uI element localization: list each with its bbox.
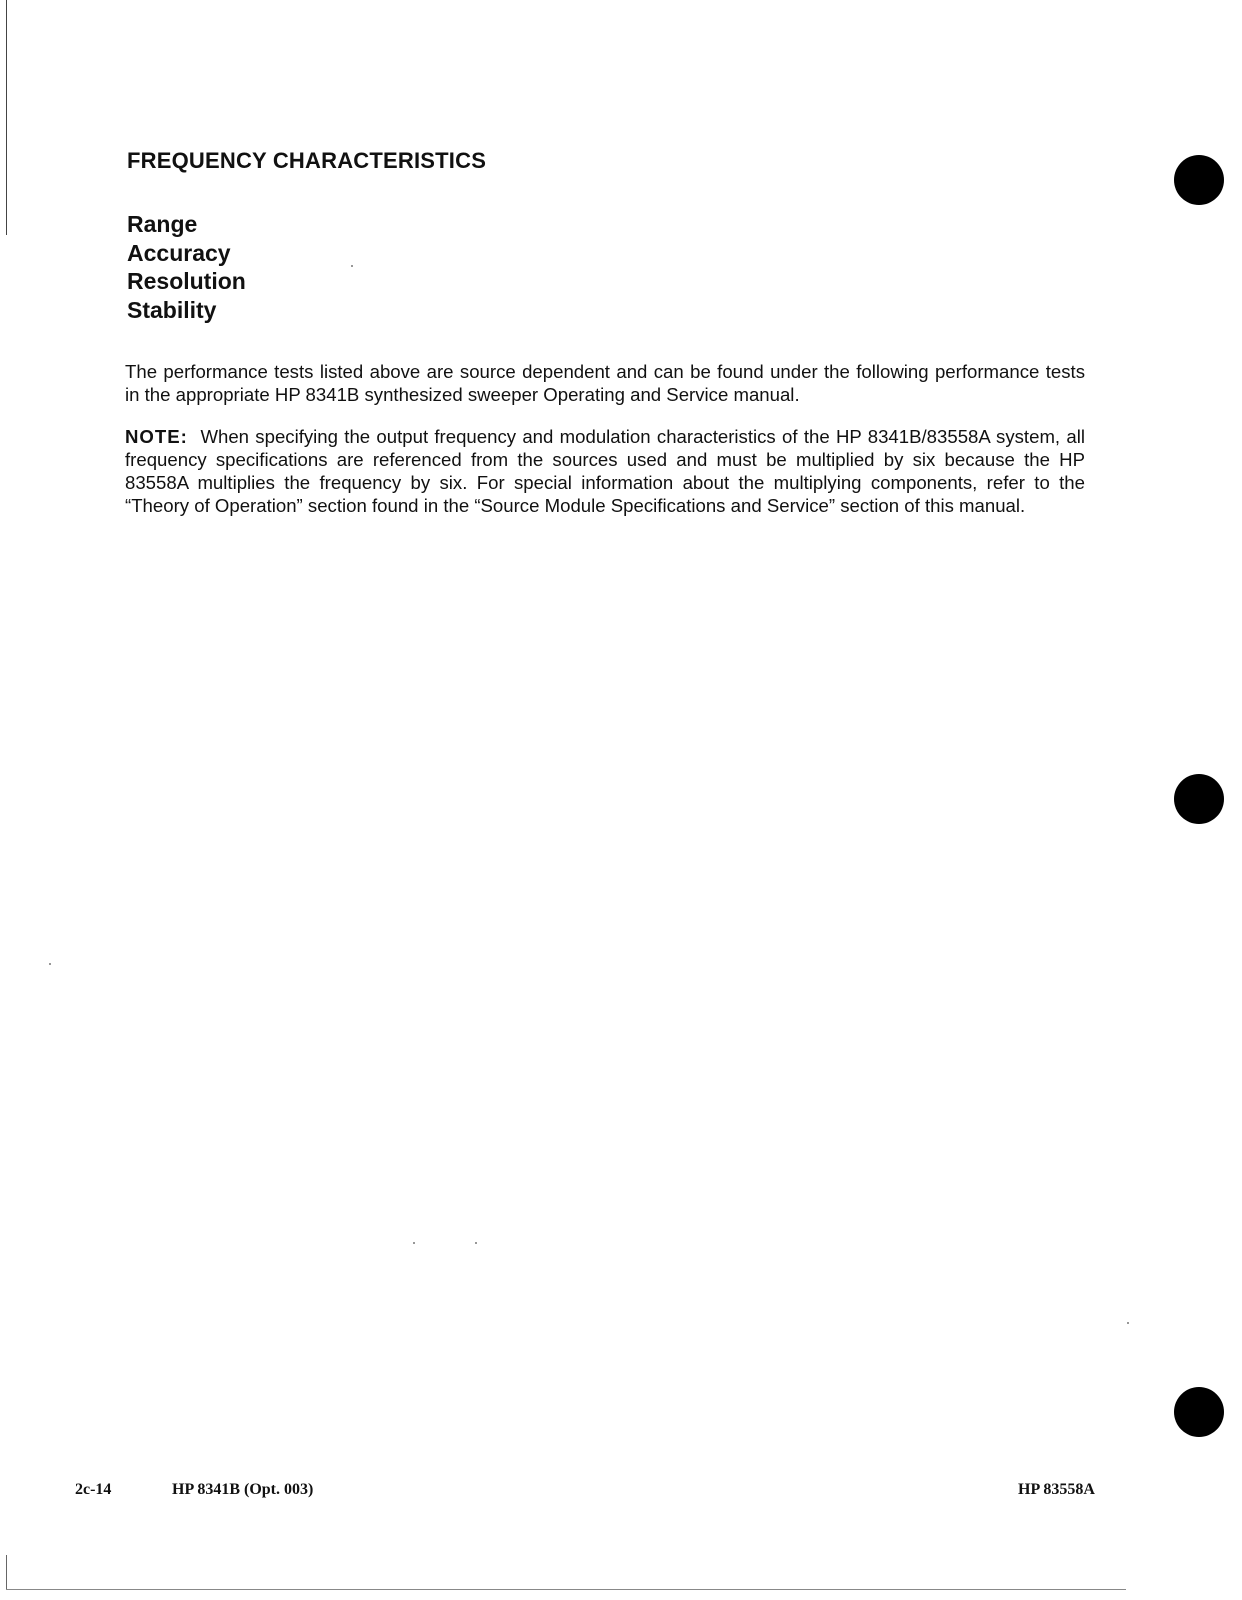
scan-speck <box>475 1242 477 1244</box>
scan-speck <box>49 963 51 965</box>
footer-left-model: HP 8341B (Opt. 003) <box>172 1481 314 1498</box>
test-item-stability: Stability <box>127 296 217 323</box>
footer-right-model: HP 83558A <box>1018 1481 1095 1498</box>
test-item-accuracy: Accuracy <box>127 239 231 266</box>
note-label: NOTE: <box>125 426 188 447</box>
note-paragraph <box>125 425 1085 517</box>
test-item-range: Range <box>127 211 198 237</box>
scan-speck <box>351 265 353 267</box>
margin-rule-top <box>6 0 7 235</box>
test-item-resolution: Resolution <box>127 268 246 294</box>
section-heading: FREQUENCY CHARACTERISTICS <box>127 148 487 173</box>
intro-paragraph: The performance tests listed above are source dependent and can be found under the following performance tests in the appropriate HP 8341B synthesized sweeper Operating and Service manual. <box>125 361 1085 405</box>
scan-speck <box>413 1242 415 1244</box>
binder-hole-bottom <box>1174 1387 1224 1437</box>
footer-page-number: 2c-14 <box>75 1481 112 1498</box>
binder-hole-top <box>1174 155 1224 205</box>
note-text: When specifying the output frequency and modulation characteristics of the HP 8341B/83558A system, all frequency specifications are referenced from the sources used and must be multiplied by six because the HP 83558A multiplies the frequency by six. For special information about the multiplying components, refer to the “Theory of Operation” section found in the “Source Module Specifications and Service” section of this manual. <box>125 426 1085 516</box>
margin-rule-bottom <box>6 1555 7 1589</box>
performance-test-list <box>127 210 246 324</box>
page-bottom-rule <box>6 1589 1126 1590</box>
scan-speck <box>1127 1322 1129 1324</box>
binder-hole-middle <box>1174 774 1224 824</box>
